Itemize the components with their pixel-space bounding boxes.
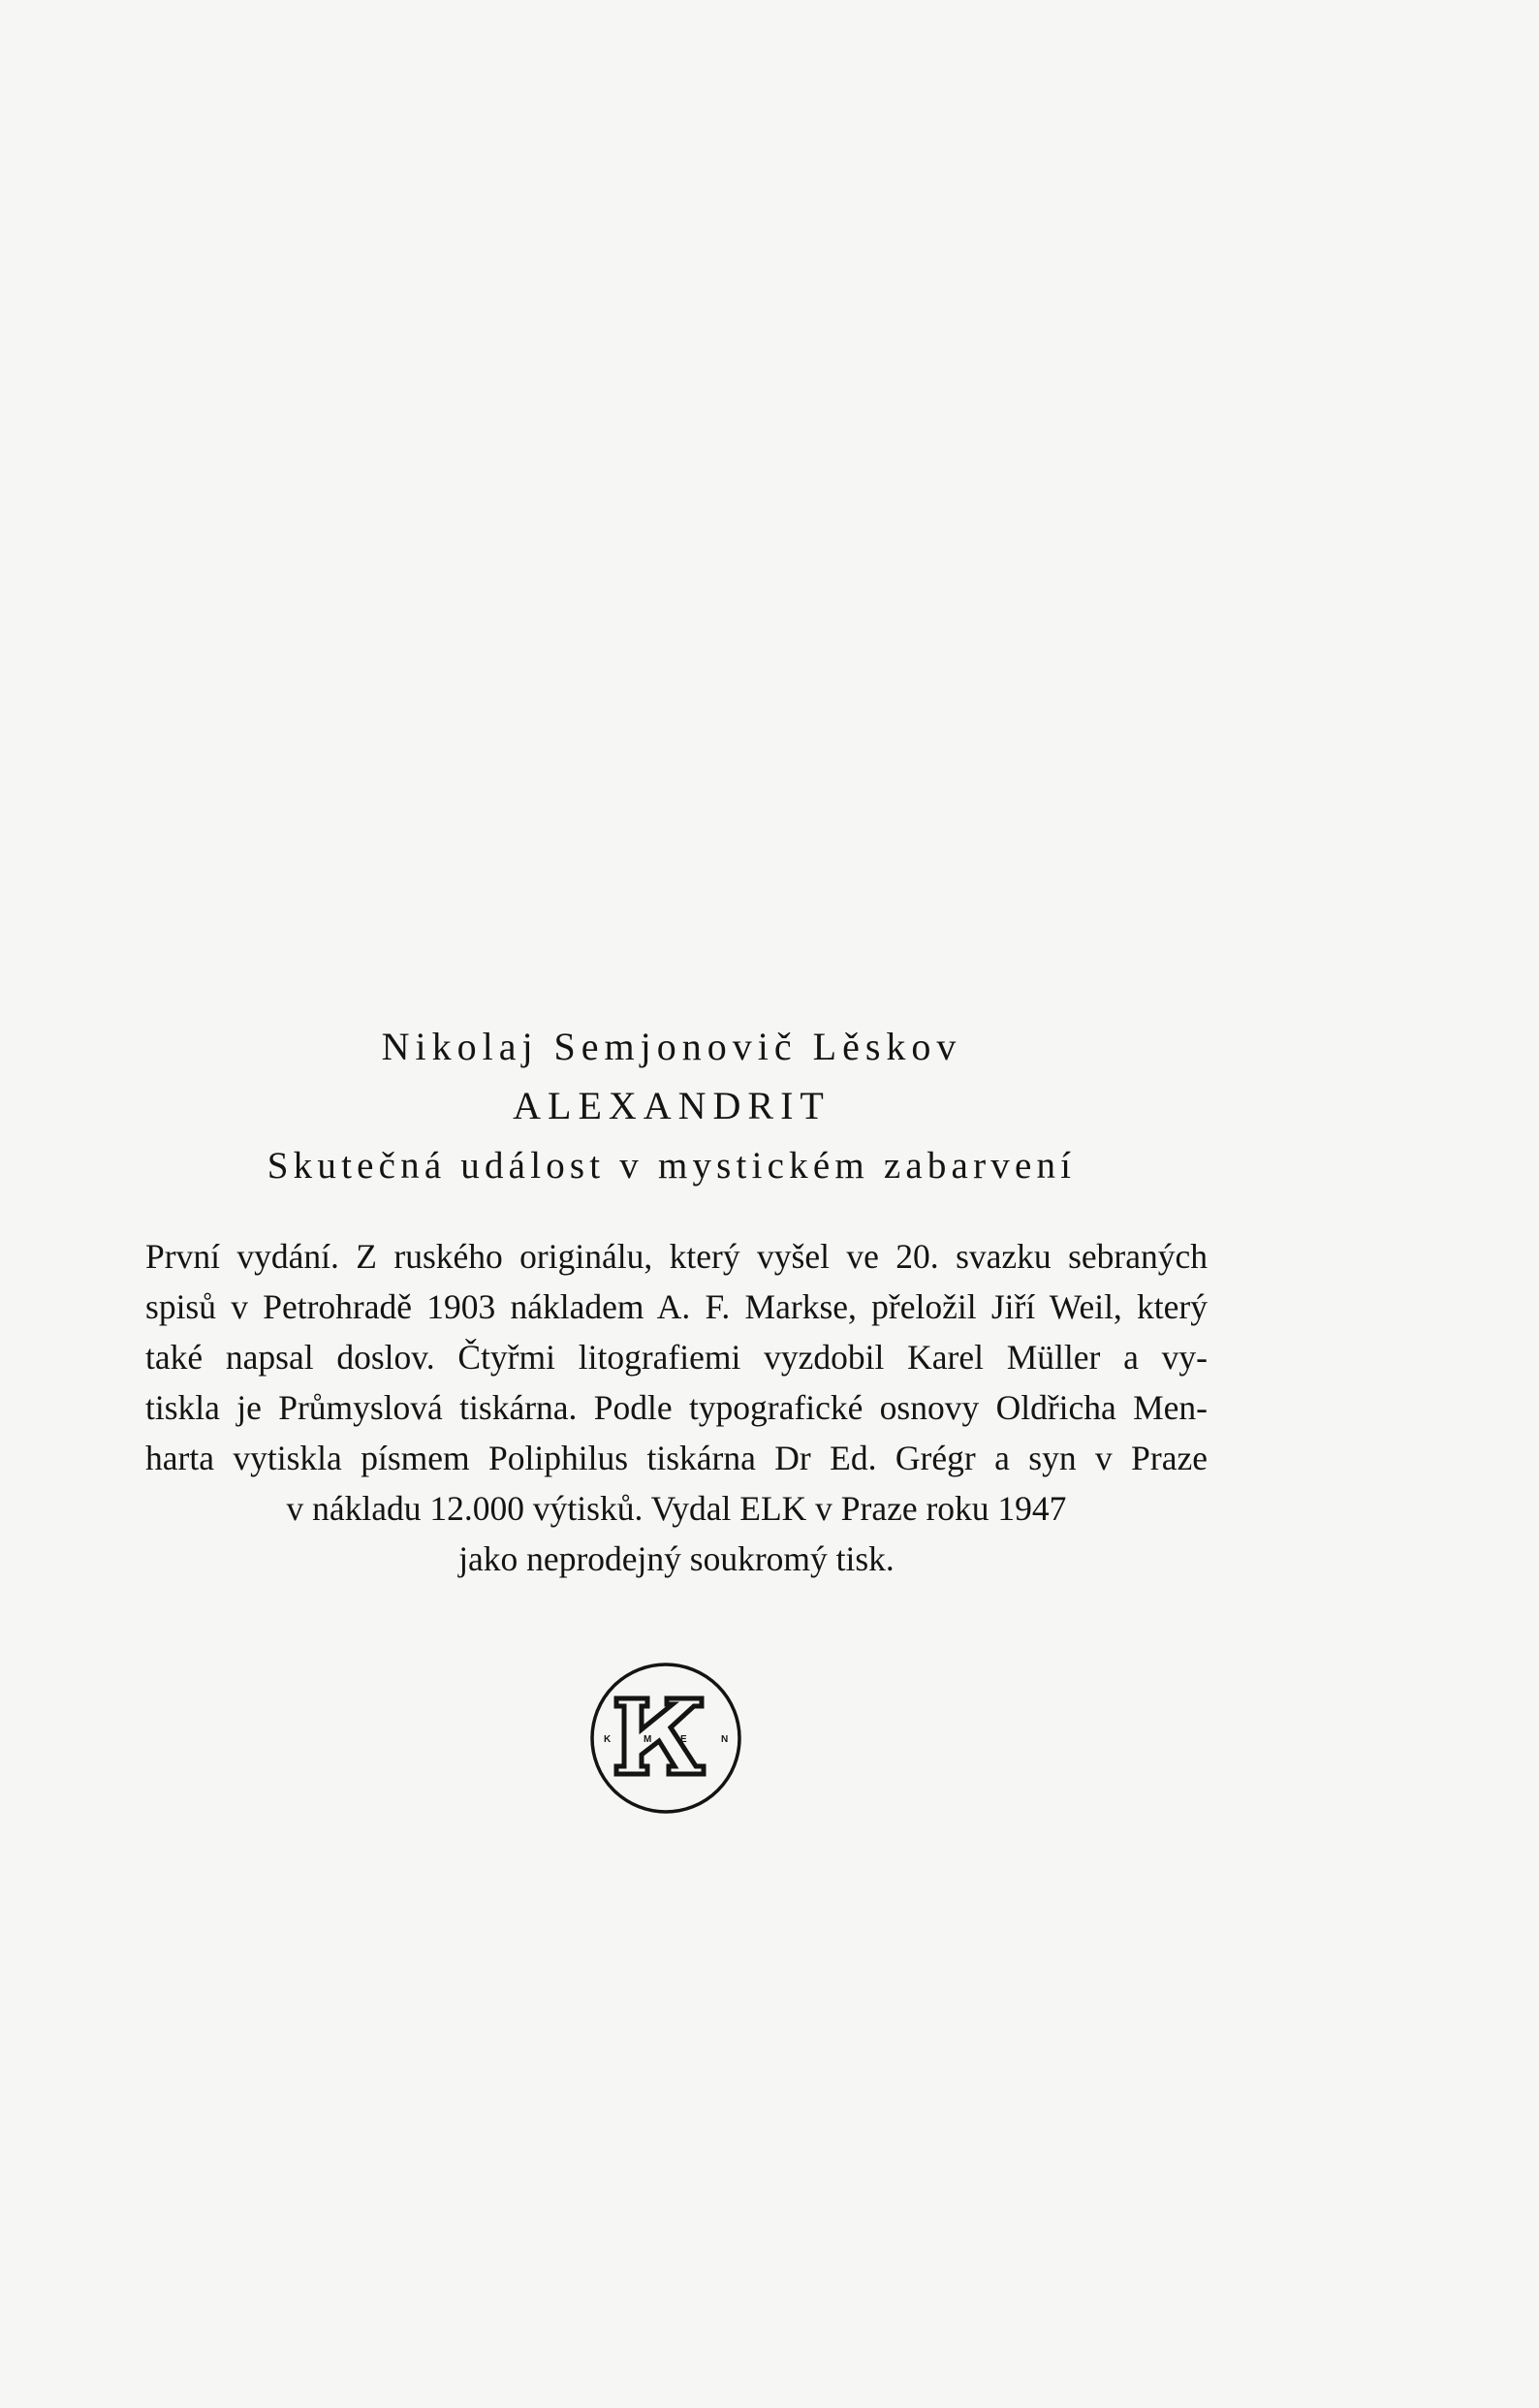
author-name: Nikolaj Semjonovič Lěskov: [381, 1025, 962, 1068]
colophon-line: jako neprodejný soukromý tisk.: [458, 1539, 895, 1578]
publisher-k-monogram-icon: [587, 1660, 744, 1817]
logo-letter: M: [644, 1734, 652, 1745]
colophon-line: harta vytiskla písmem Poliphilus tiskárna Dr Ed. Grégr a syn v Praze: [145, 1439, 1208, 1477]
colophon-line: také napsal doslov. Čtyřmi litografiemi vyzdobil Karel Müller a vy-: [145, 1338, 1208, 1377]
logo-letter: E: [680, 1734, 687, 1745]
book-title: ALEXANDRIT: [513, 1084, 831, 1127]
logo-letter: N: [721, 1734, 729, 1745]
colophon-line: spisů v Petrohradě 1903 nákladem A. F. Markse, přeložil Jiří Weil, který: [145, 1287, 1208, 1326]
colophon-line: První vydání. Z ruského originálu, který vyšel ve 20. svazku sebraných: [145, 1237, 1208, 1276]
colophon-line: v nákladu 12.000 výtisků. Vydal ELK v Praze roku 1947: [286, 1489, 1067, 1528]
logo-letter: K: [604, 1734, 612, 1745]
colophon-text: [145, 1231, 1208, 1584]
colophon-heading: [143, 1018, 1200, 1196]
book-subtitle: Skutečná událost v mystickém zabarvení: [267, 1145, 1077, 1187]
colophon-line: tiskla je Průmyslová tiskárna. Podle typografické osnovy Oldřicha Men-: [145, 1388, 1208, 1427]
